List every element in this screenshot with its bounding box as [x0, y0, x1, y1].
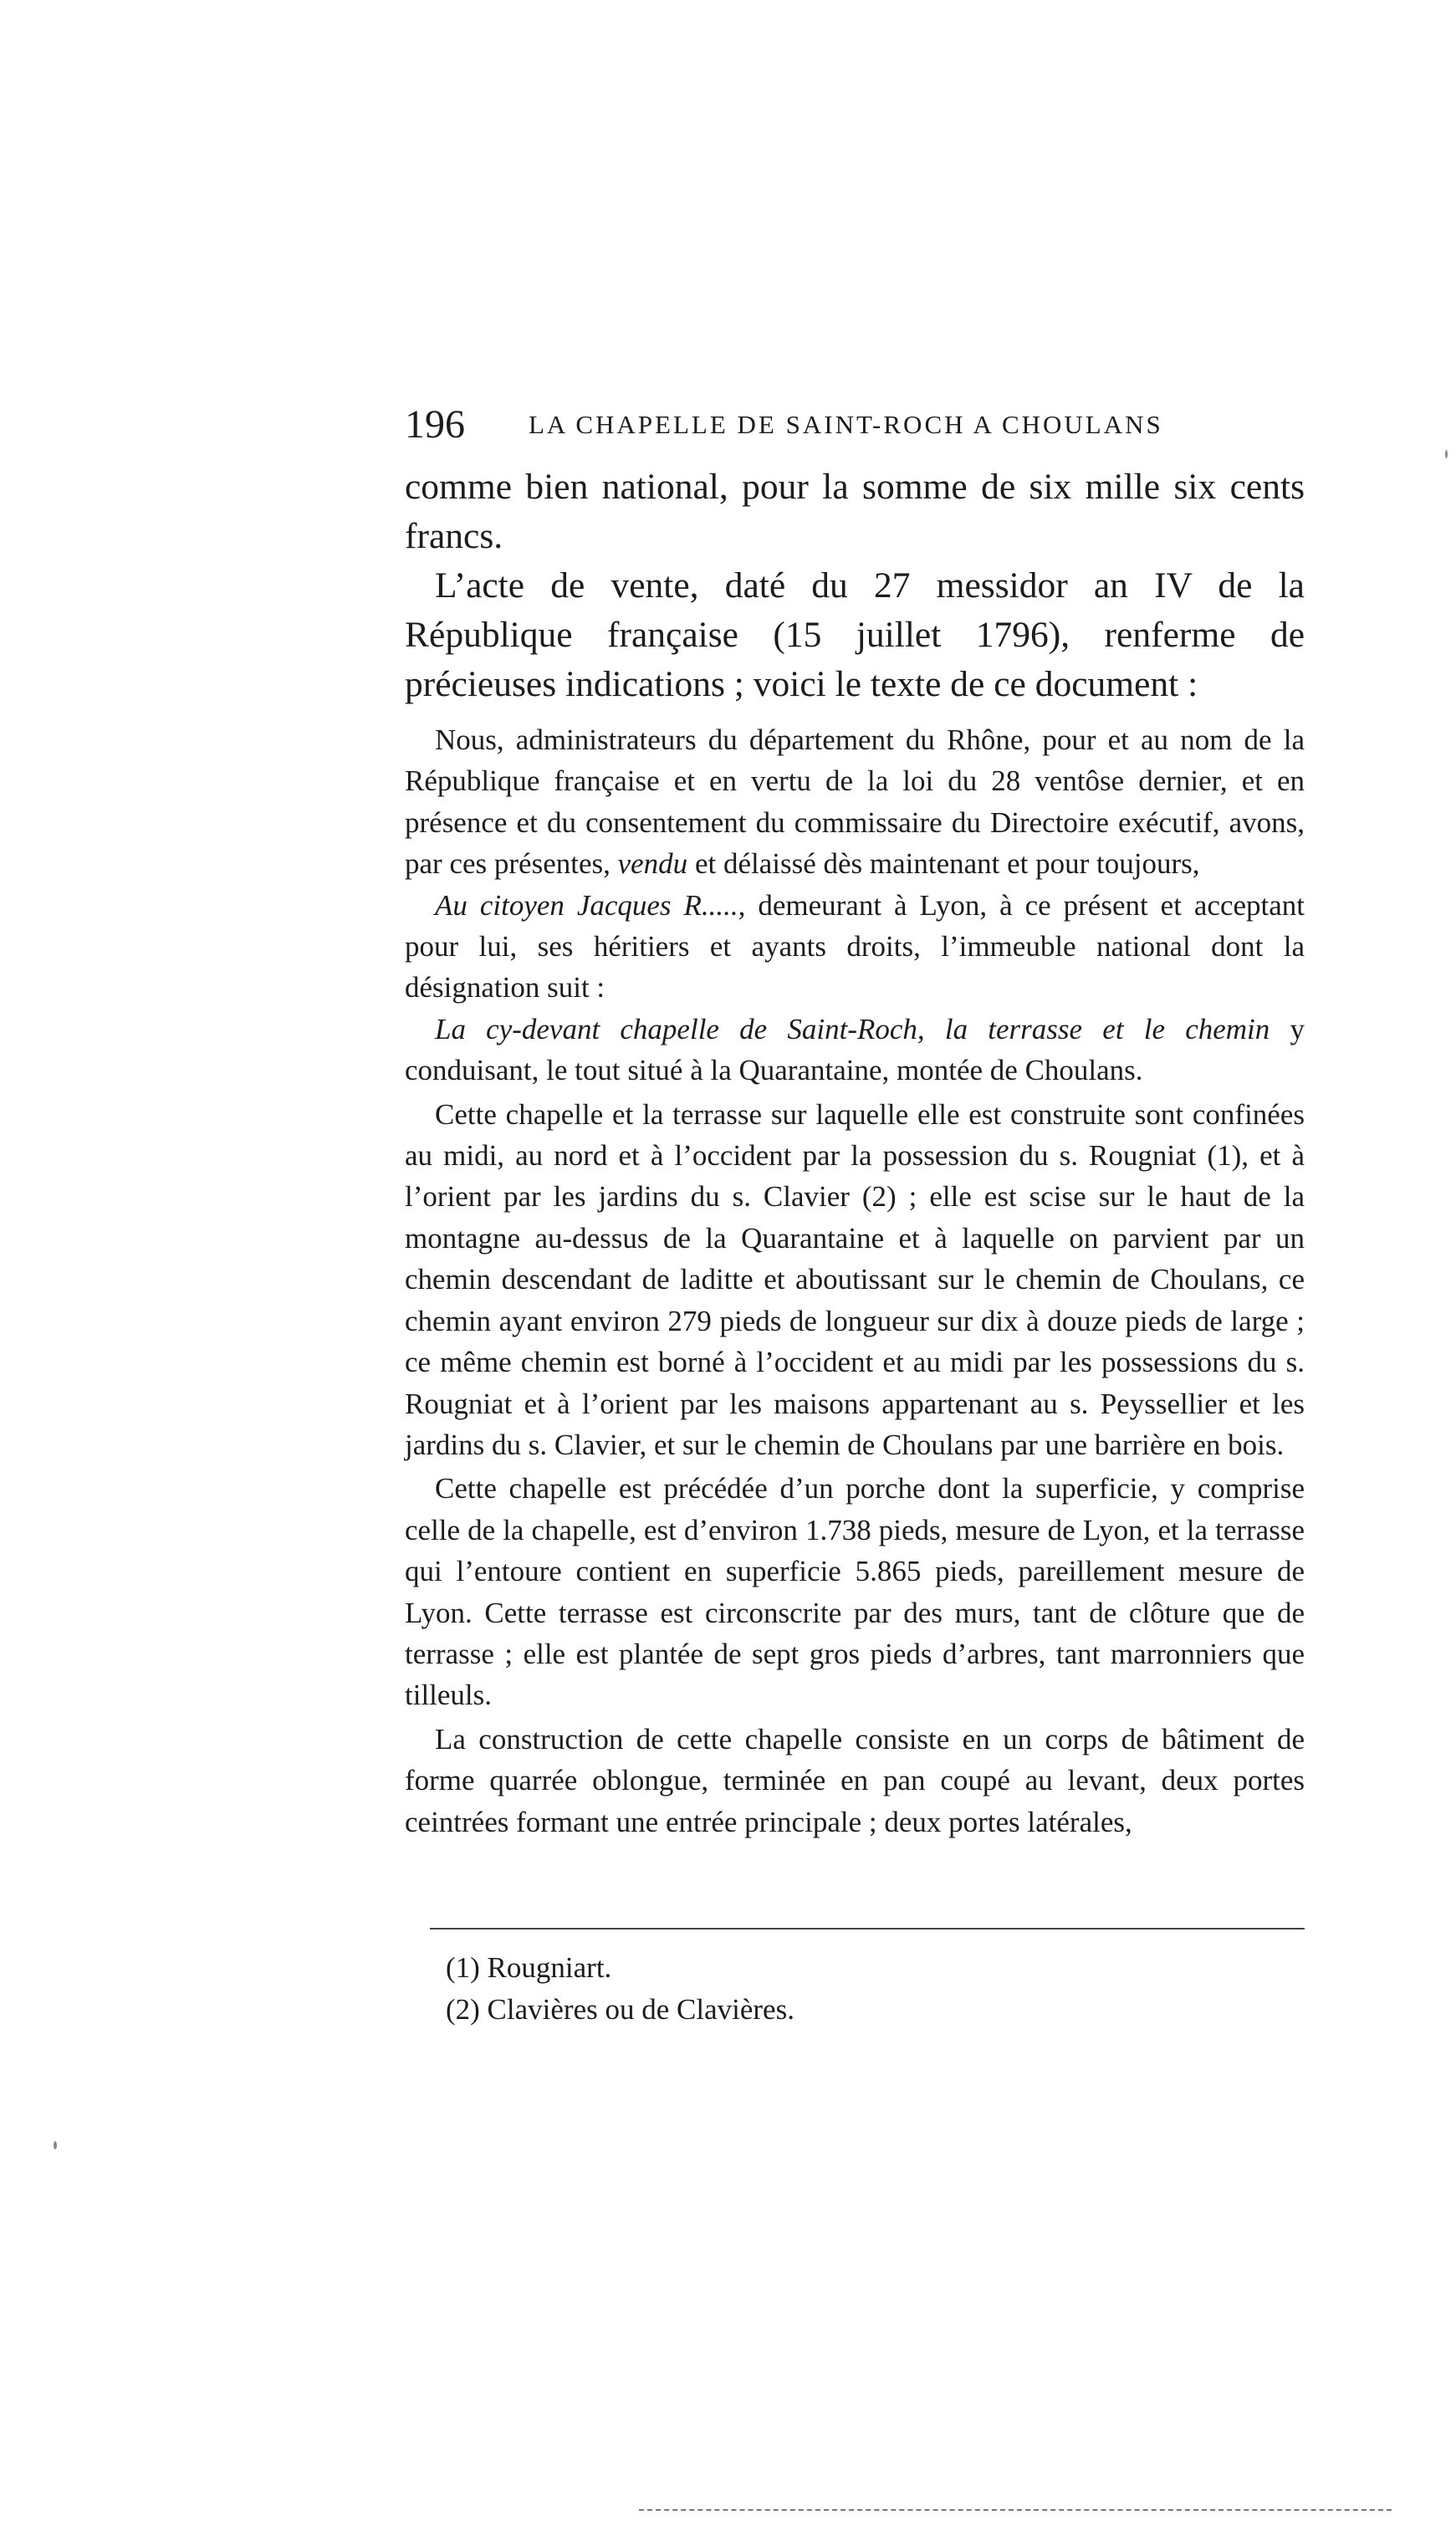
- quoted-deed: [405, 719, 1305, 1843]
- scan-speck: [1445, 450, 1448, 458]
- running-title: LA CHAPELLE DE SAINT-ROCH A CHOULANS: [529, 410, 1163, 439]
- footnotes: [446, 1947, 1282, 2031]
- deed-text: demeurant à Lyon, à ce présent et acceptant pour lui, ses héritiers et ayants droits, l’immeuble national dont la désignation suit :: [405, 888, 1305, 1004]
- deed-text: et délaissé dès maintenant et pour toujours,: [694, 847, 1200, 881]
- scan-edge-marks: [639, 2509, 1392, 2514]
- scan-speck: [54, 2141, 57, 2149]
- footnote-2: (2) Clavières ou de Clavières.: [446, 1993, 794, 2026]
- running-head: [405, 400, 1308, 450]
- paragraph-continuation: comme bien national, pour la somme de six mille six cents francs.: [405, 467, 1305, 556]
- footnote-1: (1) Rougniart.: [446, 1951, 612, 1984]
- deed-paragraph-5: Cette chapelle est précédée d’un porche dont la superficie, y comprise celle de la chapelle, est d’environ 1.738 pieds, mesure de Lyon, et la terrasse qui l’entoure contient en superficie 5.865 pieds, pareillement mesure de Lyon. Cette terrasse est circonscrite par des murs, tant de clôture que de terrasse ; elle est plantée de sept gros pieds d’arbres, tant marronniers que tilleuls.: [405, 1472, 1305, 1712]
- deed-paragraph-1: [405, 719, 1305, 885]
- deed-italic-buyer: Au citoyen Jacques R.....,: [435, 888, 746, 922]
- deed-paragraph-4: Cette chapelle et la terrasse sur laquelle elle est construite sont confinées au midi, au nord et à l’occident par la possession du s. Rougniat (1), et à l’orient par les jardins du s. Clavier (2) ; elle est scise sur le haut de la montagne au-dessus de la Quarantaine et à laquelle on parvient par un chemin descendant de laditte et aboutissant sur le chemin de Choulans, ce chemin ayant environ 279 pieds de longueur sur dix à douze pieds de large ; ce même chemin est borné à l’occident et au midi par les possessions du s. Rougniat et à l’orient par les maisons appartenant au s. Peyssellier et les jardins du s. Clavier, et sur le chemin de Choulans par une barrière en bois.: [405, 1097, 1305, 1461]
- page-number: 196: [405, 402, 465, 447]
- deed-paragraph-3: [405, 1009, 1305, 1091]
- deed-text: y conduisant, le tout situé à la Quarantaine, montée de Choulans.: [405, 1012, 1305, 1087]
- deed-italic-vendu: vendu: [617, 847, 688, 881]
- main-text: [405, 463, 1305, 1843]
- deed-paragraph-6: La construction de cette chapelle consiste en un corps de bâtiment de forme quarrée oblongue, terminée en pan coupé au levant, deux portes ceintrées formant une entrée principale ; deux portes latérales,: [405, 1722, 1305, 1838]
- footnote-rule: [430, 1928, 1305, 1930]
- deed-paragraph-2: [405, 885, 1305, 1009]
- paragraph-deed-intro: L’acte de vente, daté du 27 messidor an IV de la République française (15 juillet 1796), renferme de précieuses indications ; voici le texte de ce document :: [405, 565, 1305, 704]
- deed-text: Nous, administrateurs du département du Rhône, pour et au nom de la République française et en vertu de la loi du 28 ventôse dernier, et en présence et du consentement du commissaire du Directoire exécutif, avons, par ces présentes,: [405, 723, 1305, 881]
- deed-italic-chapel: La cy-devant chapelle de Saint-Roch, la terrasse et le chemin: [435, 1012, 1270, 1045]
